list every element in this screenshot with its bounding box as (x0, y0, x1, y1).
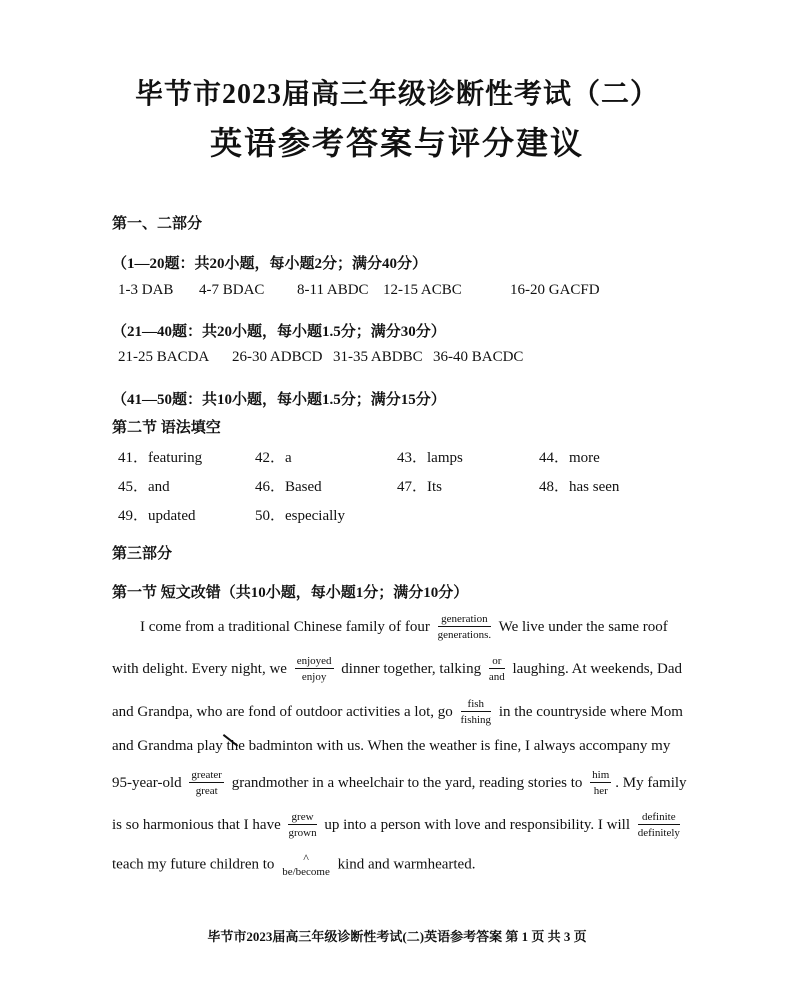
grammar-answer: 42．a (255, 450, 292, 466)
passage-line (112, 852, 475, 878)
answer-range: 4-7 BDAC (199, 282, 265, 298)
deleted-word: the (226, 738, 245, 754)
grammar-answer: 45．and (118, 479, 170, 495)
section1-title: 第一节 短文改错（共10小题，每小题1分；满分10分） (112, 585, 469, 601)
passage-text: I come from a traditional Chinese family of four (140, 618, 430, 635)
passage-line (112, 738, 670, 755)
page-footer: 毕节市2023届高三年级诊断性考试(二)英语参考答案 第 1 页 共 3 页 (207, 929, 587, 944)
passage-line (112, 699, 683, 726)
group2-header: （21—40题：共20小题，每小题1.5分；满分30分） (112, 324, 446, 340)
correction-mark (189, 770, 224, 797)
passage-text: kind and warmhearted. (337, 856, 476, 873)
insertion-mark (282, 852, 330, 878)
passage-text: in the countryside where Mom (498, 703, 683, 720)
grammar-answer: 46．Based (255, 479, 322, 495)
grammar-answer: 48．has seen (539, 479, 620, 495)
passage-text: 95-year-old (112, 774, 182, 791)
correction-mark (489, 656, 505, 683)
answer-range: 36-40 BACDC (433, 349, 524, 365)
answer-range: 16-20 GACFD (510, 282, 600, 298)
correction-new: definite (638, 812, 680, 825)
section2-title: 第二节 语法填空 (112, 420, 221, 436)
grammar-answer: 50．especially (255, 508, 345, 524)
passage-text: badminton with us. When the weather is fine, I always accompany my (248, 738, 671, 754)
correction-new: greater (191, 769, 222, 781)
passage-text: We live under the same roof (498, 618, 668, 635)
correction-new: him (592, 769, 610, 781)
passage-text: grandmother in a wheelchair to the yard, reading stories to (231, 774, 583, 791)
passage-line (112, 812, 684, 839)
caret-icon: ^ (303, 851, 309, 865)
passage-text: with delight. Every night, we (112, 660, 287, 677)
correction-old: grown (288, 827, 317, 839)
grammar-answer: 47．Its (397, 479, 443, 495)
passage-text: . My family (615, 774, 687, 791)
answer-range: 21-25 BACDA (118, 349, 210, 365)
inserted-word: be/become (282, 866, 330, 878)
correction-new: grew (288, 812, 316, 825)
passage-text: laughing. At weekends, Dad (512, 660, 683, 677)
grammar-answer: 41．featuring (118, 450, 203, 466)
passage-line (140, 614, 668, 641)
passage-text: is so harmonious that I have (112, 816, 281, 833)
correction-mark (638, 812, 680, 839)
correction-mark (288, 812, 316, 839)
group3-header: （41—50题：共10小题，每小题1.5分；满分15分） (112, 392, 446, 408)
correction-new: generation (438, 614, 491, 627)
document-subtitle: 英语参考答案与评分建议 (209, 125, 584, 161)
part12-heading: 第一、二部分 (112, 216, 203, 232)
answer-range: 1-3 DAB (118, 282, 174, 298)
passage-text: and Grandpa, who are fond of outdoor activities a lot, go (112, 703, 453, 720)
grammar-answer: 49．updated (118, 508, 196, 524)
passage-text: teach my future children to (112, 856, 275, 873)
correction-new: fish (461, 699, 492, 712)
part3-heading: 第三部分 (112, 546, 173, 562)
correction-mark (438, 614, 491, 641)
correction-new: enjoyed (296, 655, 332, 667)
answer-range: 12-15 ACBC (383, 282, 462, 298)
correction-mark (295, 656, 334, 683)
correction-old: enjoy (301, 671, 327, 683)
answer-range: 8-11 ABDC (297, 282, 369, 298)
correction-old: her (593, 785, 608, 797)
correction-old: generations. (437, 629, 492, 641)
correction-mark (590, 770, 611, 797)
correction-old: great (195, 785, 218, 797)
group1-header: （1—20题：共20小题，每小题2分；满分40分） (112, 256, 428, 272)
correction-old: and (488, 671, 505, 683)
passage-text: and Grandma play (112, 738, 223, 754)
grammar-answer: 44．more (539, 450, 600, 466)
passage-line (112, 770, 687, 797)
passage-text: up into a person with love and responsibility. I will (324, 816, 630, 833)
correction-new: or (489, 656, 505, 669)
correction-old: definitely (637, 827, 680, 839)
correction-mark (461, 699, 492, 726)
passage-line (112, 656, 682, 683)
correction-old: fishing (460, 714, 492, 726)
answer-range: 26-30 ADBCD (232, 349, 323, 365)
grammar-answer: 43．lamps (397, 450, 463, 466)
answer-range: 31-35 ABDBC (333, 349, 423, 365)
passage-text: dinner together, talking (341, 660, 482, 677)
document-title: 毕节市2023届高三年级诊断性考试（二） (134, 79, 659, 110)
